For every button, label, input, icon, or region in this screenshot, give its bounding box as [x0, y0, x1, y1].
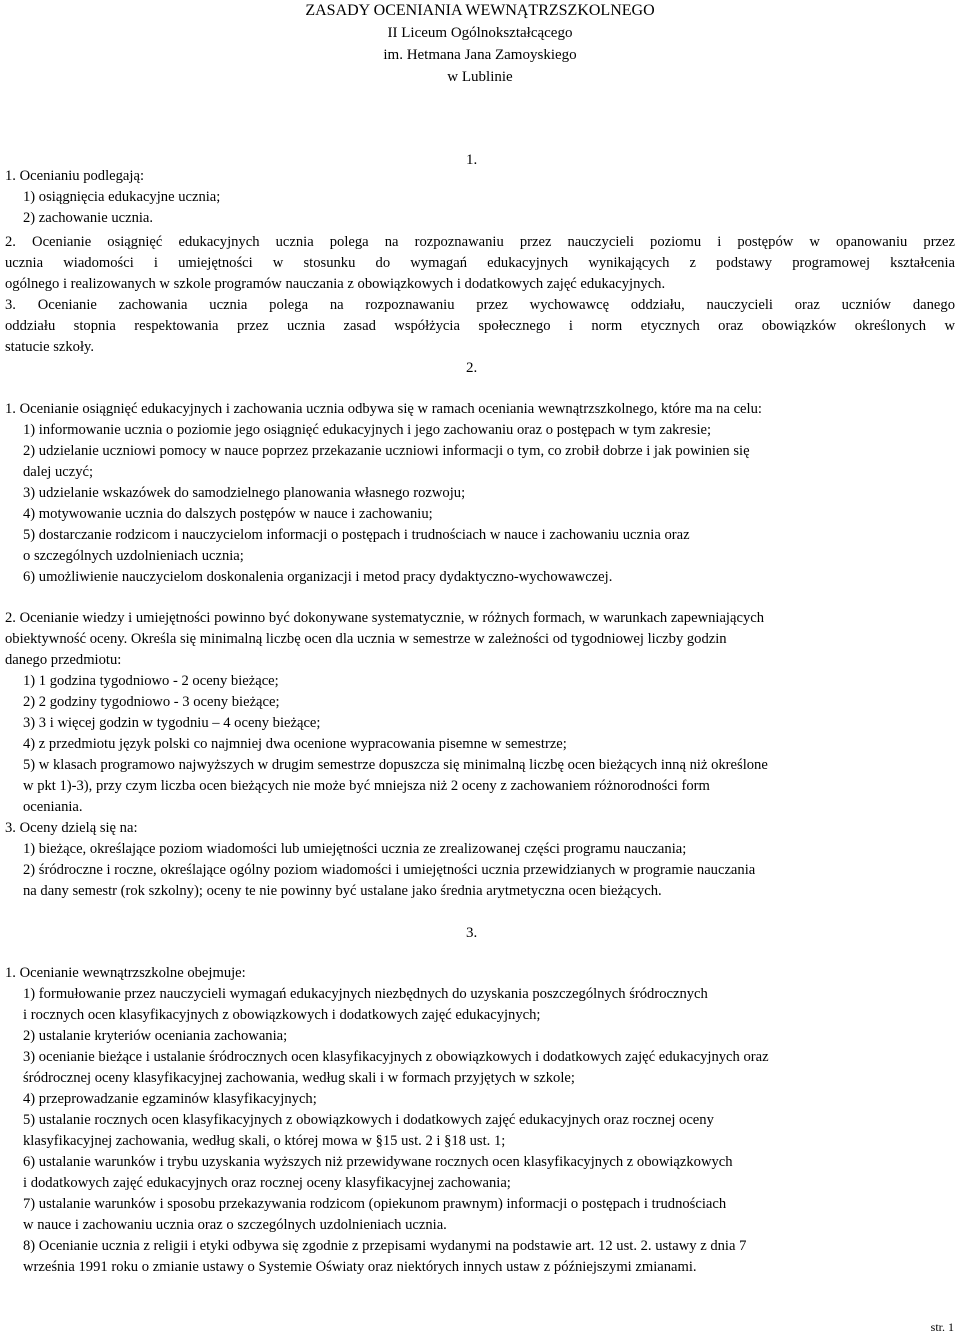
text-line: oddziału stopnia respektowania przez ucznia zasad współżycia społecznego i norm etycznych oraz obowiązków określonych w: [5, 318, 955, 334]
section-1-heading: 1.: [466, 152, 478, 168]
document-header: [0, 0, 960, 88]
text-line: 1) 1 godzina tygodniowo - 2 oceny bieżące;: [23, 673, 279, 689]
page-number: str. 1: [930, 1320, 954, 1334]
school-patron: im. Hetmana Jana Zamoyskiego: [383, 47, 577, 63]
text-line: 2. Ocenianie osiągnięć edukacyjnych ucznia polega na rozpoznawaniu przez nauczycieli poziomu i postępów w opanowaniu przez: [5, 234, 955, 250]
s2-paragraph-3: [5, 818, 955, 902]
text-line: na dany semestr (rok szkolny); oceny te nie powinny być ustalane jako średnia arytmetyczna ocen bieżących.: [23, 883, 662, 899]
text-line: 8) Ocenianie ucznia z religii i etyki odbywa się zgodnie z przepisami wydanymi na podstawie art. 12 ust. 2. ustawy z dnia 7: [23, 1238, 747, 1254]
text-line: 1) informowanie ucznia o poziomie jego osiągnięć edukacyjnych i jego zachowaniu oraz o postępach w tym zakresie;: [23, 422, 712, 438]
text-line: 3) ocenianie bieżące i ustalanie śródrocznych ocen klasyfikacyjnych z obowiązkowych i dodatkowych zajęć edukacyjnych oraz: [23, 1049, 769, 1065]
text-line: 7) ustalanie warunków i sposobu przekazywania rodzicom (opiekunom prawnym) informacji o postępach i trudnościach: [23, 1196, 727, 1212]
text-line: 3. Ocenianie zachowania ucznia polega na rozpoznawaniu przez wychowawcę oddziału, nauczycieli oraz uczniów danego: [5, 297, 955, 313]
text-line: w pkt 1)-3), przy czym liczba ocen bieżących nie może być mniejsza niż 2 oceny z zachowaniem różnorodności form: [23, 778, 710, 794]
text-line: 2) ustalanie kryteriów oceniania zachowania;: [23, 1028, 288, 1044]
text-line: w nauce i zachowaniu ucznia oraz o szczególnych uzdolnieniach ucznia.: [23, 1217, 447, 1233]
text-line: oceniania.: [23, 799, 83, 815]
text-line: 1) formułowanie przez nauczycieli wymagań edukacyjnych niezbędnych do uzyskania poszczególnych śródrocznych: [23, 986, 708, 1002]
text-line: 2) śródroczne i roczne, określające ogólny poziom wiadomości i umiejętności ucznia przewidzianych w programie nauczania: [23, 862, 756, 878]
school-city: w Lublinie: [447, 69, 513, 85]
text-line: 4) motywowanie ucznia do dalszych postępów w nauce i zachowaniu;: [23, 506, 433, 522]
s3-paragraph-1: [5, 963, 955, 1278]
text-line: o szczególnych uzdolnieniach ucznia;: [23, 548, 244, 564]
s1-paragraph-3: [5, 295, 955, 358]
text-line: 3) 3 i więcej godzin w tygodniu – 4 oceny bieżące;: [23, 715, 321, 731]
text-line: września 1991 roku o zmianie ustawy o Systemie Oświaty oraz niektórych innych ustaw z późniejszymi zmianami.: [23, 1259, 697, 1275]
text-line: danego przedmiotu:: [5, 652, 122, 668]
s2-paragraph-2: [5, 608, 955, 818]
text-line: 3. Oceny dzielą się na:: [5, 820, 138, 836]
text-line: 4) przeprowadzanie egzaminów klasyfikacyjnych;: [23, 1091, 317, 1107]
text-line: dalej uczyć;: [23, 464, 94, 480]
s1-paragraph-2: [5, 232, 955, 295]
text-line: ucznia wiadomości i umiejętności w stosunku do wymagań edukacyjnych wynikających z podstawy programowej kształcenia: [5, 255, 955, 271]
text-line: 1) osiągnięcia edukacyjne ucznia;: [23, 189, 221, 205]
section-2-heading: 2.: [466, 360, 478, 376]
section-3-heading: 3.: [466, 925, 478, 941]
s1-paragraph-1: [5, 166, 955, 229]
text-line: 1) bieżące, określające poziom wiadomości lub umiejętności ucznia ze zrealizowanej części programu nauczania;: [23, 841, 687, 857]
text-line: i rocznych ocen klasyfikacyjnych z obowiązkowych i dodatkowych zajęć edukacyjnych;: [23, 1007, 541, 1023]
text-line: ogólnego i realizowanych w szkole programów nauczania z obowiązkowych i dodatkowych zajęć edukacyjnych.: [5, 276, 666, 292]
s2-paragraph-1: [5, 399, 955, 588]
text-line: 5) ustalanie rocznych ocen klasyfikacyjnych z obowiązkowych i dodatkowych zajęć edukacyjnych oraz rocznej oceny: [23, 1112, 714, 1128]
text-line: 4) z przedmiotu język polski co najmniej dwa ocenione wypracowania pisemne w semestrze;: [23, 736, 567, 752]
text-line: klasyfikacyjnej zachowania, według skali, o której mowa w §15 ust. 2 i §18 ust. 1;: [23, 1133, 506, 1149]
text-line: 2. Ocenianie wiedzy i umiejętności powinno być dokonywane systematycznie, w różnych formach, w warunkach zapewniających: [5, 610, 765, 626]
text-line: statucie szkoły.: [5, 339, 95, 355]
text-line: 5) dostarczanie rodzicom i nauczycielom informacji o postępach i trudnościach w nauce i zachowaniu ucznia oraz: [23, 527, 690, 543]
text-line: 1. Ocenianie wewnątrzszkolne obejmuje:: [5, 965, 246, 981]
text-line: 6) ustalanie warunków i trybu uzyskania wyższych niż przewidywane rocznych ocen klasyfikacyjnych z obowiązkowych: [23, 1154, 733, 1170]
text-line: 6) umożliwienie nauczycielom doskonalenia organizacji i metod pracy dydaktyczno-wychowawczej.: [23, 569, 613, 585]
text-line: 2) 2 godziny tygodniowo - 3 oceny bieżące;: [23, 694, 280, 710]
school-name: II Liceum Ogólnokształcącego: [387, 25, 573, 41]
text-line: 3) udzielanie wskazówek do samodzielnego planowania własnego rozwoju;: [23, 485, 466, 501]
document-title: ZASADY OCENIANIA WEWNĄTRZSZKOLNEGO: [305, 2, 655, 19]
text-line: 2) zachowanie ucznia.: [23, 210, 154, 226]
text-line: śródrocznej oceny klasyfikacyjnej zachowania, według skali i w formach przyjętych w szkole;: [23, 1070, 575, 1086]
text-line: 5) w klasach programowo najwyższych w drugim semestrze dopuszcza się minimalną liczbę ocen bieżących inną niż określone: [23, 757, 768, 773]
text-line: 1. Ocenianie osiągnięć edukacyjnych i zachowania ucznia odbywa się w ramach oceniania wewnątrzszkolnego, które ma na celu:: [5, 401, 762, 417]
text-line: 2) udzielanie uczniowi pomocy w nauce poprzez przekazanie uczniowi informacji o tym, co zrobił dobrze i jak powinien się: [23, 443, 750, 459]
text-line: i dodatkowych zajęć edukacyjnych oraz rocznej oceny klasyfikacyjnej zachowania;: [23, 1175, 511, 1191]
text-line: 1. Ocenianiu podlegają:: [5, 168, 144, 184]
text-line: obiektywność oceny. Określa się minimalną liczbę ocen dla ucznia w semestrze w zależności od tygodniowej liczby godzin: [5, 631, 727, 647]
